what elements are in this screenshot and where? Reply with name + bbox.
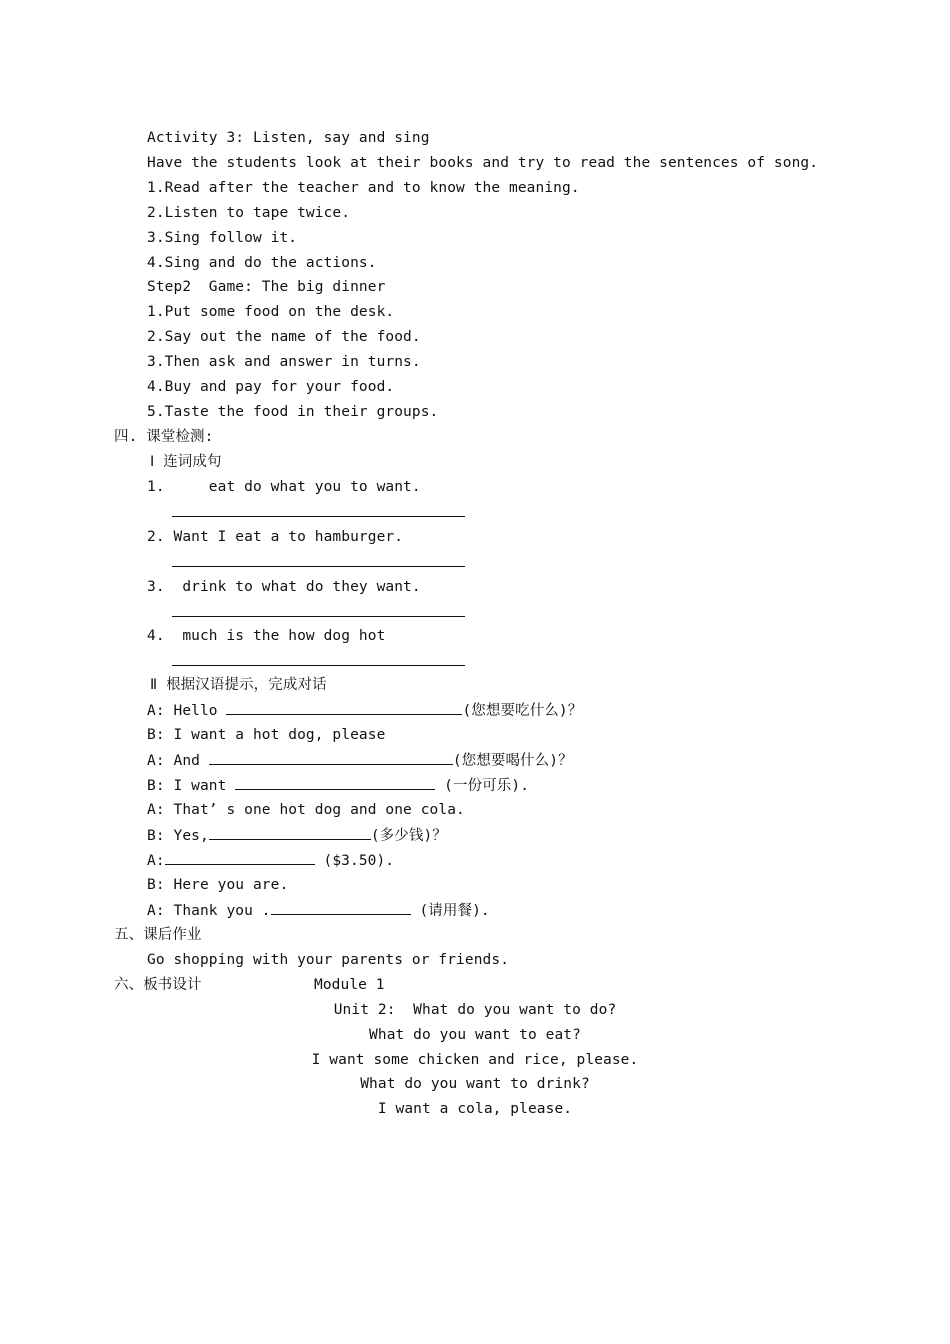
activity-title: Activity 3: Listen, say and sing bbox=[147, 130, 430, 146]
blank-field[interactable] bbox=[271, 900, 411, 915]
answer-line[interactable] bbox=[172, 566, 465, 567]
list-item: 3.Then ask and answer in turns. bbox=[147, 354, 421, 370]
exercise-item: 3. drink to what do they want. bbox=[147, 579, 421, 595]
board-line: I want a cola, please. bbox=[377, 1101, 573, 1117]
homework-text: Go shopping with your parents or friends. bbox=[147, 952, 510, 968]
answer-line[interactable] bbox=[172, 616, 465, 617]
list-item: 4.Buy and pay for your food. bbox=[147, 379, 395, 395]
part2-title: Ⅱ 根据汉语提示，完成对话 bbox=[150, 677, 327, 693]
part1-title: Ⅰ 连词成句 bbox=[150, 454, 222, 470]
dialogue-line bbox=[147, 850, 394, 871]
dialogue-hint: (您想要吃什么)？ bbox=[462, 703, 583, 719]
dialogue-hint: (多少钱)？ bbox=[370, 828, 447, 844]
section-heading: 六、板书设计 bbox=[114, 977, 202, 993]
list-item: 1.Put some food on the desk. bbox=[147, 304, 395, 320]
dialogue-line bbox=[147, 825, 447, 846]
list-item: 5.Taste the food in their groups. bbox=[147, 404, 439, 420]
list-item: 2.Say out the name of the food. bbox=[147, 329, 421, 345]
blank-field[interactable] bbox=[209, 825, 371, 840]
dialogue-line bbox=[147, 875, 288, 895]
board-line: I want some chicken and rice, please. bbox=[311, 1052, 639, 1068]
blank-field[interactable] bbox=[165, 850, 315, 865]
list-item: 4.Sing and do the actions. bbox=[147, 255, 377, 271]
blank-field[interactable] bbox=[235, 775, 435, 790]
list-item: 1.Read after the teacher and to know the meaning. bbox=[147, 180, 580, 196]
dialogue-hint: (请用餐). bbox=[410, 903, 490, 919]
activity-intro: Have the students look at their books and try to read the sentences of song. bbox=[147, 155, 819, 171]
dialogue-line bbox=[147, 700, 582, 721]
section-heading: 四. 课堂检测: bbox=[114, 429, 214, 445]
board-module: Module 1 bbox=[314, 977, 385, 993]
dialogue-line bbox=[147, 800, 465, 820]
dialogue-hint: ($3.50). bbox=[314, 853, 395, 869]
blank-field[interactable] bbox=[226, 700, 462, 715]
dialogue-text: A: That’ s one hot dog and one cola. bbox=[147, 802, 465, 818]
section-heading: 五、课后作业 bbox=[114, 927, 202, 943]
answer-line[interactable] bbox=[172, 665, 465, 666]
dialogue-hint: (一份可乐). bbox=[435, 778, 530, 794]
step2-title: Step2 Game: The big dinner bbox=[147, 279, 386, 295]
dialogue-text: B: I want bbox=[147, 778, 236, 794]
dialogue-line bbox=[147, 900, 490, 921]
dialogue-text: A: And bbox=[147, 753, 209, 769]
exercise-item: 2. Want I eat a to hamburger. bbox=[147, 529, 404, 545]
list-item: 3.Sing follow it. bbox=[147, 230, 298, 246]
dialogue-text: B: Here you are. bbox=[147, 877, 289, 893]
exercise-item: 4. much is the how dog hot bbox=[147, 628, 386, 644]
board-line: Unit 2: What do you want to do? bbox=[333, 1002, 617, 1018]
dialogue-text: A: Thank you . bbox=[147, 903, 271, 919]
dialogue-text: A: bbox=[147, 853, 165, 869]
dialogue-text: B: Yes, bbox=[147, 828, 209, 844]
exercise-item: 1. eat do what you to want. bbox=[147, 479, 421, 495]
dialogue-text: A: Hello bbox=[147, 703, 227, 719]
dialogue-line bbox=[147, 750, 573, 771]
dialogue-line bbox=[147, 775, 529, 796]
board-line: What do you want to drink? bbox=[360, 1076, 590, 1092]
dialogue-line bbox=[147, 725, 385, 745]
dialogue-hint: (您想要喝什么)？ bbox=[452, 753, 573, 769]
list-item: 2.Listen to tape twice. bbox=[147, 205, 351, 221]
answer-line[interactable] bbox=[172, 516, 465, 517]
dialogue-text: B: I want a hot dog, please bbox=[147, 727, 386, 743]
blank-field[interactable] bbox=[209, 750, 453, 765]
board-line: What do you want to eat? bbox=[369, 1027, 581, 1043]
